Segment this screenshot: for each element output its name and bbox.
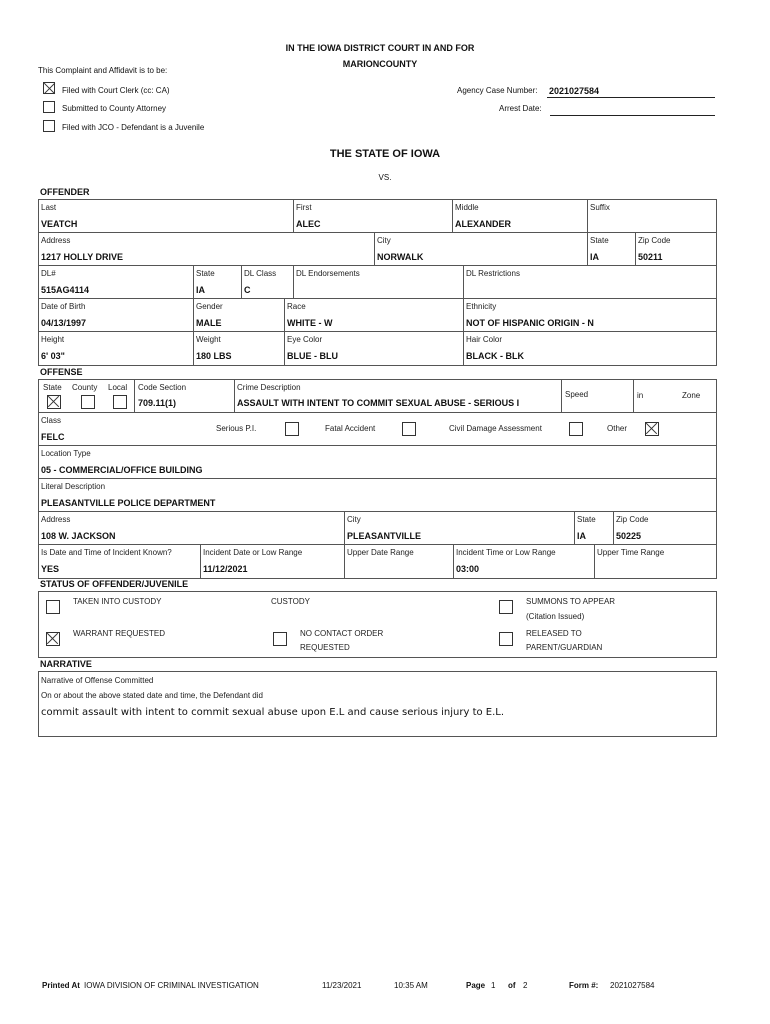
other-checkbox[interactable] (645, 422, 659, 436)
civil-damage-label: Civil Damage Assessment (449, 424, 542, 433)
civil-damage-checkbox[interactable] (569, 422, 583, 436)
offense-county-label: County (72, 383, 98, 392)
offender-box (38, 199, 717, 366)
offense-state-label: State (43, 383, 62, 392)
filed-with-clerk-label: Filed with Court Clerk (cc: CA) (62, 86, 170, 95)
dl-restrictions-label: DL Restrictions (466, 269, 520, 278)
speed-label: Speed (565, 390, 589, 399)
state-value: IA (590, 252, 599, 262)
filed-with-jco-checkbox[interactable] (43, 120, 55, 132)
offense-zip-label: Zip Code (616, 515, 649, 524)
dl-state-value: IA (196, 285, 205, 295)
class-label: Class (41, 416, 62, 425)
offense-address-value: 108 W. JACKSON (41, 531, 116, 541)
last-name-value: VEATCH (41, 219, 78, 229)
dl-state-label: State (196, 269, 215, 278)
arrest-date-label: Arrest Date: (499, 104, 542, 113)
incident-known-label: Is Date and Time of Incident Known? (41, 548, 172, 557)
incident-known-value: YES (41, 564, 60, 574)
serious-pi-label: Serious P.I. (216, 424, 257, 433)
upper-date-label: Upper Date Range (347, 548, 414, 557)
gender-label: Gender (196, 302, 223, 311)
offense-state2-label: State (577, 515, 596, 524)
dob-label: Date of Birth (41, 302, 86, 311)
city-label: City (377, 236, 391, 245)
narrative-text: commit assault with intent to commit sexual abuse upon E.L and cause serious injury to E.L. (41, 707, 505, 718)
parent-guardian-label: PARENT/GUARDIAN (526, 643, 603, 652)
height-label: Height (41, 335, 65, 344)
weight-value: 180 LBS (196, 351, 232, 361)
literal-description-label: Literal Description (41, 482, 106, 491)
middle-name-value: ALEXANDER (455, 219, 512, 229)
middle-name-label: Middle (455, 203, 479, 212)
upper-time-label: Upper Time Range (597, 548, 665, 557)
offense-address-label: Address (41, 515, 71, 524)
narrative-intro: On or about the above stated date and time, the Defendant did (41, 691, 263, 700)
dl-endorsements-label: DL Endorsements (296, 269, 360, 278)
city-value: NORWALK (377, 252, 424, 262)
hair-color-value: BLACK - BLK (466, 351, 524, 361)
first-name-value: ALEC (296, 219, 321, 229)
summons-checkbox[interactable] (499, 600, 513, 614)
vs-label: VS. (378, 173, 392, 182)
zip-label: Zip Code (638, 236, 671, 245)
eye-color-value: BLUE - BLU (287, 351, 338, 361)
agency-case-underline (547, 97, 715, 98)
offense-city-value: PLEASANTVILLE (347, 531, 422, 541)
crime-description-value: ASSAULT WITH INTENT TO COMMIT SEXUAL ABUSE - SERIOUS I (237, 398, 520, 408)
state-label: State (590, 236, 609, 245)
offender-section-title: OFFENDER (40, 187, 90, 197)
page-label: Page (466, 981, 486, 990)
offense-county-checkbox[interactable] (81, 395, 95, 409)
dl-number-value: 515AG4114 (41, 285, 90, 295)
in-label: in (637, 391, 644, 400)
summons-label: SUMMONS TO APPEAR (526, 597, 616, 606)
page-number: 1 (491, 981, 496, 990)
no-contact-order-label: NO CONTACT ORDER (300, 629, 384, 638)
dob-value: 04/13/1997 (41, 318, 87, 328)
zone-label: Zone (682, 391, 701, 400)
no-contact-requested-label: REQUESTED (300, 643, 350, 652)
height-value: 6' 03" (41, 351, 65, 361)
offense-local-checkbox[interactable] (113, 395, 127, 409)
arrest-date-underline (550, 115, 715, 116)
filed-with-jco-label: Filed with JCO - Defendant is a Juvenile (62, 123, 205, 132)
incident-date-label: Incident Date or Low Range (203, 548, 303, 557)
taken-into-custody-checkbox[interactable] (46, 600, 60, 614)
literal-description-value: PLEASANTVILLE POLICE DEPARTMENT (41, 498, 216, 508)
submitted-to-county-attorney-checkbox[interactable] (43, 101, 55, 113)
taken-into-custody-label: TAKEN INTO CUSTODY (73, 597, 162, 606)
printed-at-value: IOWA DIVISION OF CRIMINAL INVESTIGATION (84, 981, 259, 990)
eye-color-label: Eye Color (287, 335, 323, 344)
filed-with-clerk-checkbox[interactable] (43, 82, 55, 94)
class-value: FELC (41, 432, 65, 442)
warrant-requested-label: WARRANT REQUESTED (73, 629, 166, 638)
offense-local-label: Local (108, 383, 128, 392)
crime-description-label: Crime Description (237, 383, 301, 392)
offense-zip-value: 50225 (616, 531, 642, 541)
printed-at-label: Printed At (42, 981, 80, 990)
status-section-title: STATUS OF OFFENDER/JUVENILE (40, 579, 189, 589)
dl-number-label: DL# (41, 269, 56, 278)
address-value: 1217 HOLLY DRIVE (41, 252, 124, 262)
citation-issued-label: (Citation Issued) (526, 612, 585, 621)
last-name-label: Last (41, 203, 57, 212)
court-title-line1: IN THE IOWA DISTRICT COURT IN AND FOR (285, 43, 475, 53)
state-of-iowa-title: THE STATE OF IOWA (329, 148, 441, 160)
offense-section-title: OFFENSE (40, 367, 83, 377)
offense-city-label: City (347, 515, 361, 524)
incident-time-label: Incident Time or Low Range (456, 548, 556, 557)
narrative-section-title: NARRATIVE (40, 659, 92, 669)
total-pages: 2 (523, 981, 528, 990)
hair-color-label: Hair Color (466, 335, 503, 344)
print-time: 10:35 AM (394, 981, 428, 990)
address-label: Address (41, 236, 71, 245)
no-contact-order-checkbox[interactable] (273, 632, 287, 646)
ethnicity-value: NOT OF HISPANIC ORIGIN - N (466, 318, 594, 328)
narrative-label: Narrative of Offense Committed (41, 676, 154, 685)
gender-value: MALE (196, 318, 222, 328)
incident-time-value: 03:00 (456, 564, 480, 574)
weight-label: Weight (196, 335, 221, 344)
form-number-value: 2021027584 (610, 981, 655, 990)
dl-class-label: DL Class (244, 269, 277, 278)
released-to-label: RELEASED TO (526, 629, 582, 638)
dl-class-value: C (244, 285, 251, 295)
custody-label: CUSTODY (271, 597, 310, 606)
location-type-value: 05 - COMMERCIAL/OFFICE BUILDING (41, 465, 203, 475)
fatal-accident-label: Fatal Accident (325, 424, 376, 433)
offense-state2-value: IA (577, 531, 586, 541)
race-value: WHITE - W (287, 318, 333, 328)
fatal-accident-checkbox[interactable] (402, 422, 416, 436)
first-name-label: First (296, 203, 312, 212)
agency-case-label: Agency Case Number: (457, 86, 538, 95)
warrant-requested-checkbox[interactable] (46, 632, 60, 646)
offense-state-checkbox[interactable] (47, 395, 61, 409)
print-date: 11/23/2021 (322, 981, 362, 990)
code-section-label: Code Section (138, 383, 187, 392)
complaint-to-be-label: This Complaint and Affidavit is to be: (38, 66, 168, 75)
suffix-label: Suffix (590, 203, 610, 212)
other-label: Other (607, 424, 628, 433)
zip-value: 50211 (638, 252, 663, 262)
released-to-parent-checkbox[interactable] (499, 632, 513, 646)
court-title-line2: MARIONCOUNTY (342, 59, 418, 69)
location-type-label: Location Type (41, 449, 91, 458)
form-number-label: Form #: (569, 981, 599, 990)
agency-case-value: 2021027584 (549, 86, 600, 96)
submitted-to-county-attorney-label: Submitted to County Attorney (62, 104, 167, 113)
race-label: Race (287, 302, 306, 311)
serious-pi-checkbox[interactable] (285, 422, 299, 436)
ethnicity-label: Ethnicity (466, 302, 497, 311)
incident-date-value: 11/12/2021 (203, 564, 248, 574)
of-label: of (508, 981, 516, 990)
code-section-value: 709.11(1) (138, 398, 177, 408)
